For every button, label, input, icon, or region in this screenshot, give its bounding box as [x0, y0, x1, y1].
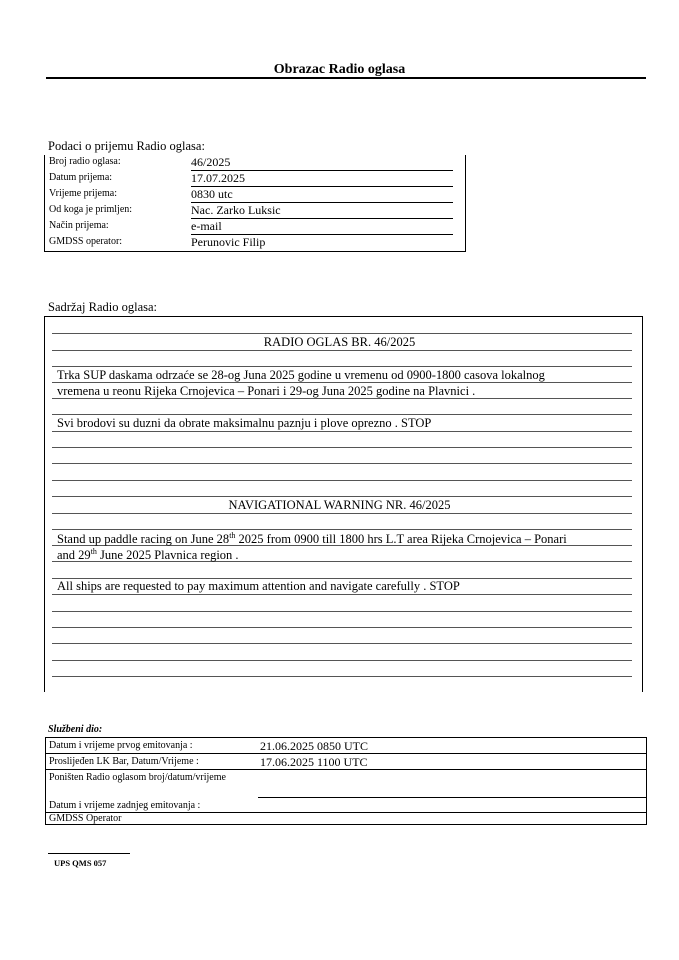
english-warning-line	[57, 531, 567, 547]
official-key: GMDSS Operator	[49, 813, 122, 824]
footer-divider	[48, 853, 130, 854]
row-divider	[46, 753, 258, 754]
english-warning-line	[57, 547, 239, 563]
official-value	[258, 784, 646, 798]
reception-row	[45, 155, 465, 171]
english-warning-line-part: 2025 from 0900 till 1800 hrs L.T area Rijeka Crnojevica – Ponari	[235, 532, 567, 547]
ordinal-suffix: th	[90, 547, 97, 556]
reception-row	[45, 203, 465, 219]
english-warning-line-part: Stand up paddle racing on June 28	[57, 532, 230, 547]
reception-value: 17.07.2025	[191, 171, 453, 187]
ruled-line	[52, 333, 632, 334]
ruled-line	[52, 611, 632, 612]
reception-section-label: Podaci o prijemu Radio oglasa:	[48, 139, 205, 153]
reception-value: Nac. Zarko Luksic	[191, 203, 453, 219]
reception-table	[44, 155, 466, 252]
ruled-line	[52, 513, 632, 514]
page-title: Obrazac Radio oglasa	[273, 62, 406, 77]
official-section-label: Službeni dio:	[48, 724, 103, 735]
content-section-label: Sadržaj Radio oglasa:	[48, 300, 157, 314]
official-key: Datum i vrijeme prvog emitovanja :	[49, 740, 193, 751]
reception-value: 0830 utc	[191, 187, 453, 203]
reception-key: Vrijeme prijema:	[49, 188, 117, 199]
ruled-line	[52, 643, 632, 644]
reception-value: e-mail	[191, 219, 453, 235]
document-code: UPS QMS 057	[54, 858, 107, 868]
local-notice-line: Svi brodovi su duzni da obrate maksimalnu paznju i plove oprezno . STOP	[57, 416, 432, 430]
official-value: 21.06.2025 0850 UTC	[258, 739, 646, 754]
ruled-line	[52, 480, 632, 481]
reception-row	[45, 235, 465, 251]
ruled-line	[52, 496, 632, 497]
reception-row	[45, 187, 465, 203]
english-warning-title: NAVIGATIONAL WARNING NR. 46/2025	[228, 498, 451, 512]
row-divider	[46, 769, 258, 770]
english-warning-line-part: June 2025 Plavnica region .	[96, 548, 239, 563]
english-warning-line-part: and 29	[57, 548, 91, 563]
reception-key: Datum prijema:	[49, 172, 113, 183]
reception-row	[45, 171, 465, 187]
ruled-line	[52, 447, 632, 448]
ruled-line	[52, 660, 632, 661]
reception-value: 46/2025	[191, 155, 453, 171]
official-key: Proslijeđen LK Bar, Datum/Vrijeme :	[49, 756, 199, 767]
reception-key: Od koga je primljen:	[49, 204, 133, 215]
official-value: 17.06.2025 1100 UTC	[258, 755, 646, 770]
reception-value: Perunovic Filip	[191, 235, 266, 249]
official-value	[258, 798, 646, 813]
official-table	[45, 737, 647, 825]
reception-key: Broj radio oglasa:	[49, 156, 121, 167]
local-notice-line: Trka SUP daskama odrzaće se 28-og Juna 2025 godine u vremenu od 0900-1800 casova lokalnog	[57, 368, 545, 382]
title-divider	[46, 77, 646, 79]
ruled-line	[52, 529, 632, 530]
reception-key: Način prijema:	[49, 220, 109, 231]
official-key: Datum i vrijeme zadnjeg emitovanja :	[49, 800, 201, 811]
local-notice-line: vremena u reonu Rijeka Crnojevica – Ponari i 29-og Juna 2025 godine na Plavnici .	[57, 384, 476, 398]
official-key: Poništen Radio oglasom broj/datum/vrijeme	[49, 772, 226, 783]
ruled-line	[52, 350, 632, 351]
english-warning-line: All ships are requested to pay maximum attention and navigate carefully . STOP	[57, 579, 460, 593]
ruled-line	[52, 676, 632, 677]
local-notice-title: RADIO OGLAS BR. 46/2025	[263, 335, 416, 349]
ruled-line	[52, 431, 632, 432]
ruled-line	[52, 594, 632, 595]
ruled-line	[52, 627, 632, 628]
reception-row	[45, 219, 465, 235]
ruled-line	[52, 366, 632, 367]
ruled-line	[52, 414, 632, 415]
ruled-line	[52, 463, 632, 464]
ordinal-suffix: th	[229, 531, 236, 540]
reception-key: GMDSS operator:	[49, 236, 123, 247]
